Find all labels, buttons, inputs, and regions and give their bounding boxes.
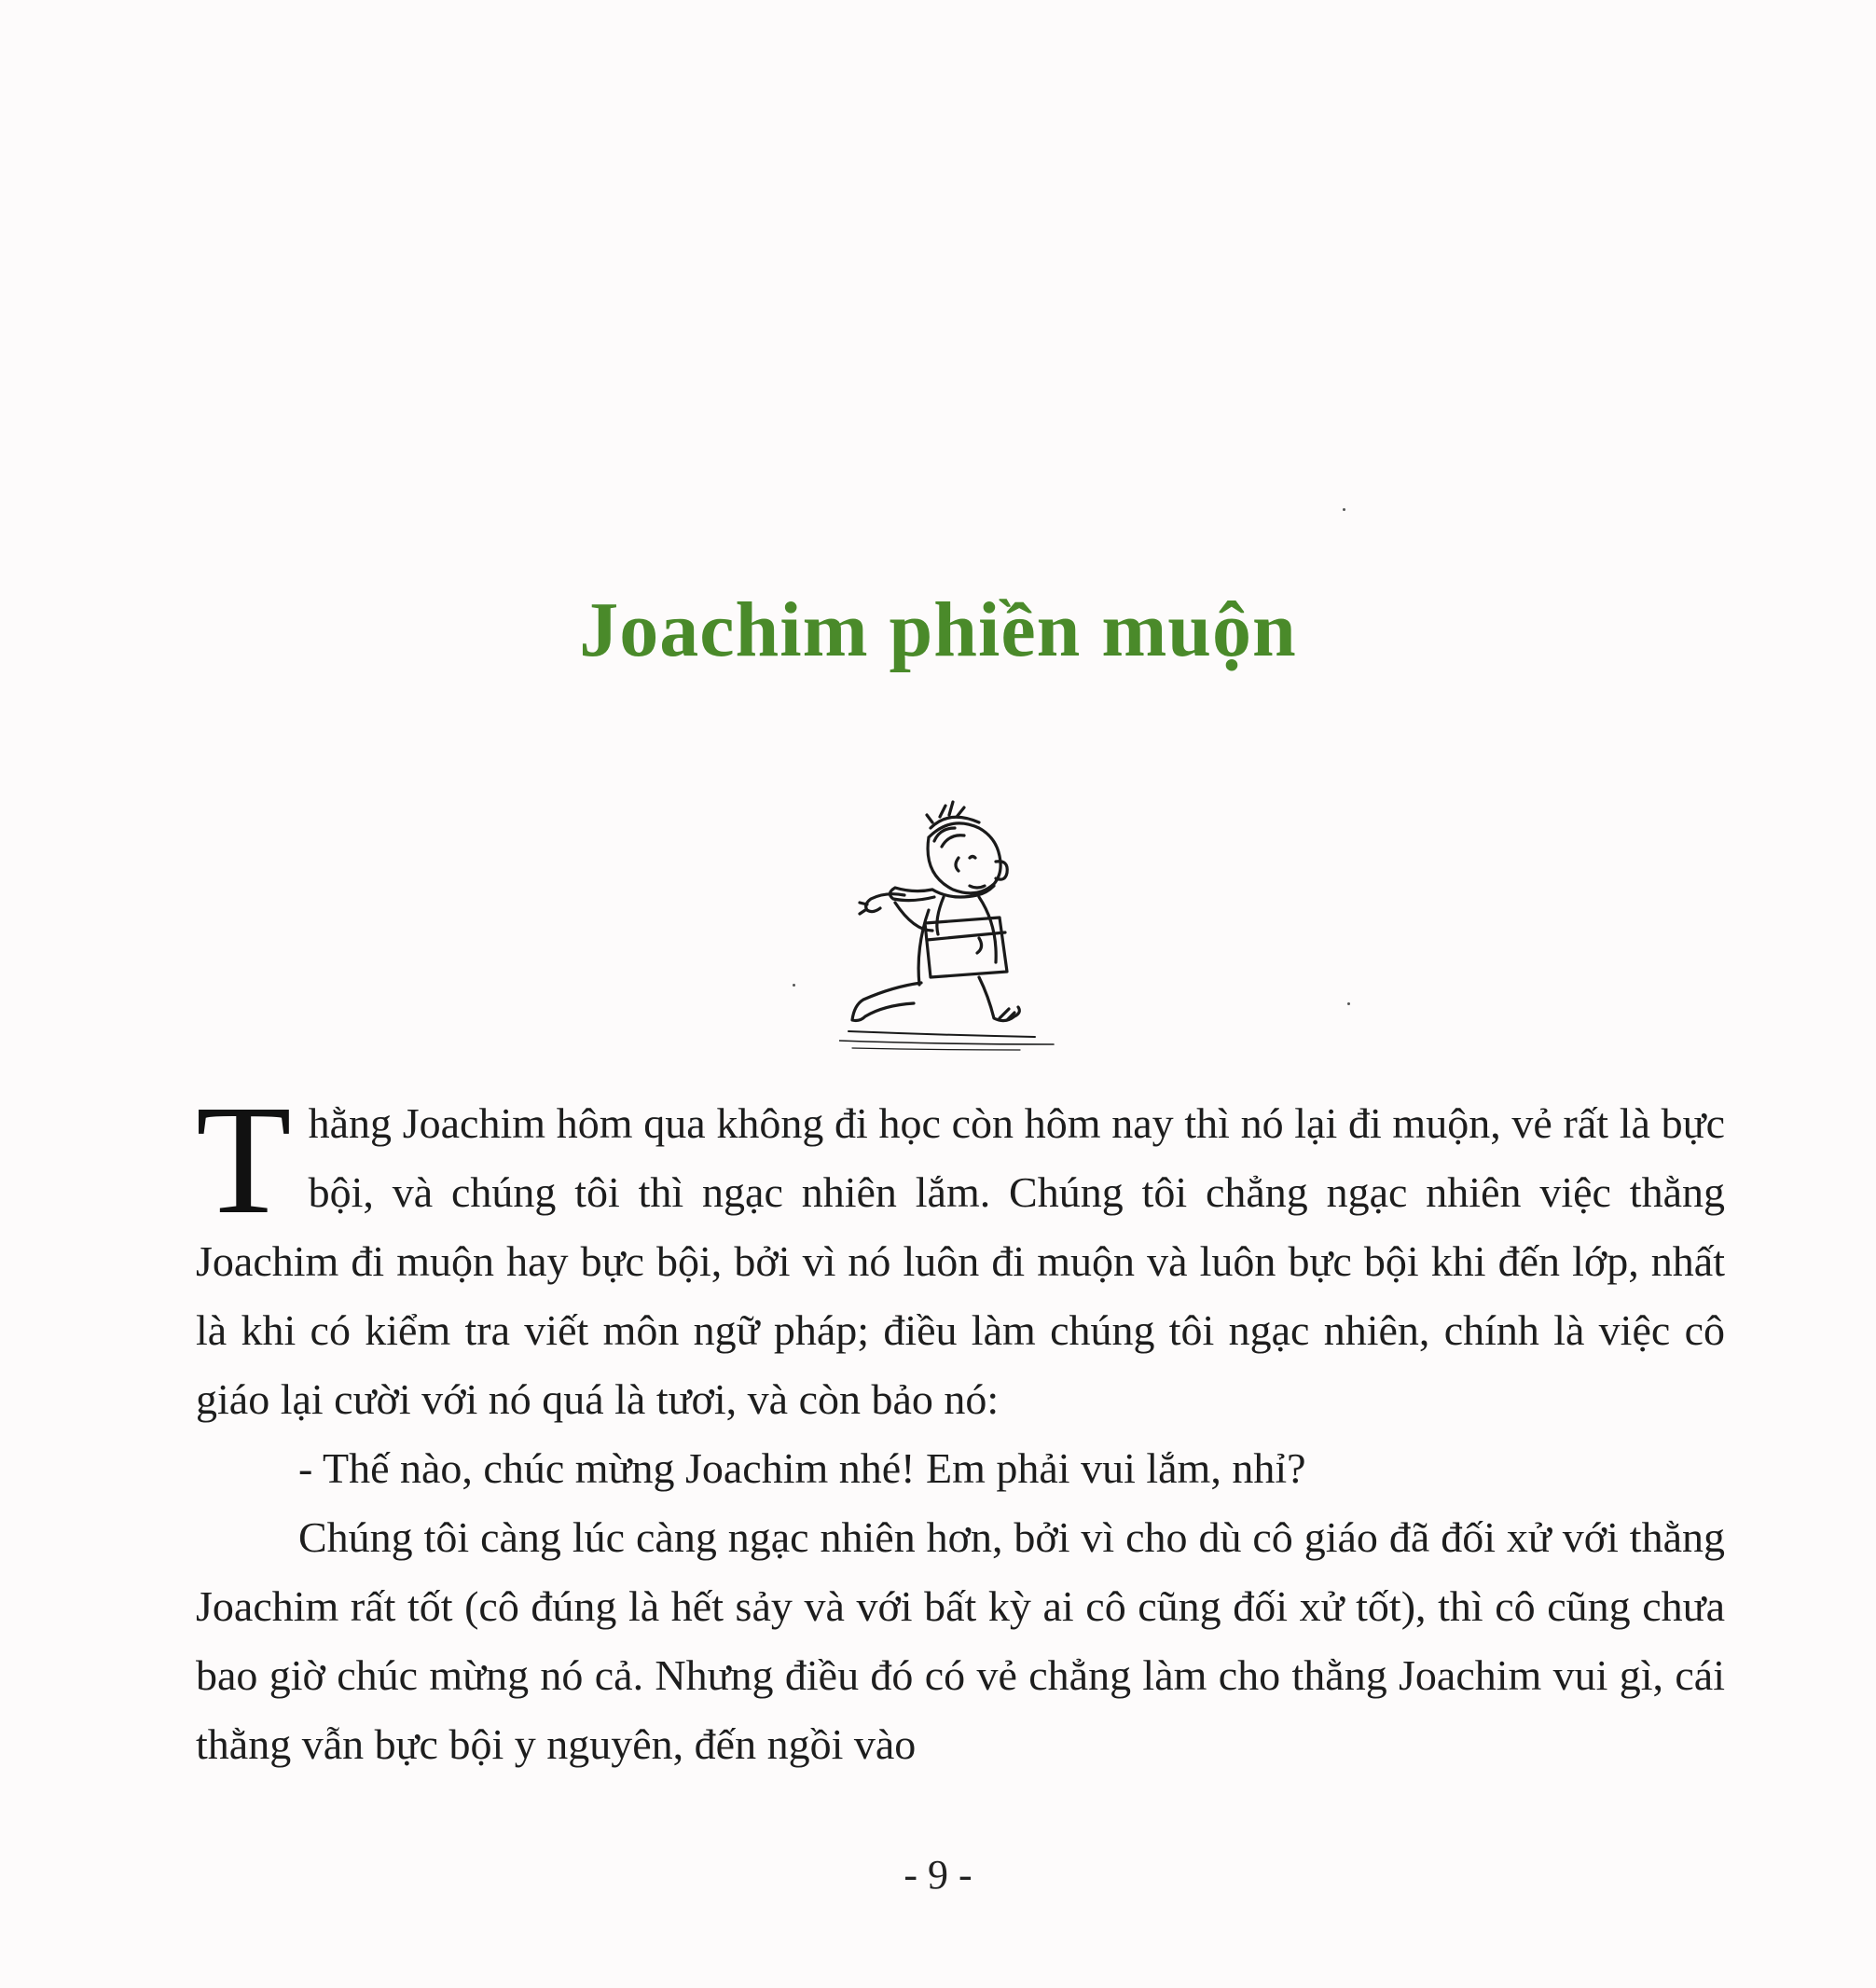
body-text <box>196 1073 1725 1779</box>
print-speck <box>1347 1002 1350 1005</box>
running-boy-illustration <box>839 800 1082 1052</box>
paragraph-3: Chúng tôi càng lúc càng ngạc nhiên hơn, bởi vì cho dù cô giáo đã đối xử với thằng Joachim rất tốt (cô đúng là hết sảy và với bất kỳ ai cô cũng đối xử tốt), thì cô cũng chưa bao giờ chúc mừng nó cả. Nhưng điều đó có vẻ chẳng làm cho thằng Joachim vui gì, cái thằng vẫn bực bội y nguyên, đến ngồi vào <box>196 1513 1725 1768</box>
print-speck <box>793 984 795 987</box>
print-speck <box>1343 508 1345 511</box>
chapter-title: Joachim phiền muộn <box>579 587 1297 673</box>
dialogue-line: - Thế nào, chúc mừng Joachim nhé! Em phải vui lắm, nhỉ? <box>298 1444 1306 1492</box>
paragraph-1: Thằng Joachim hôm qua không đi học còn hôm nay thì nó lại đi muộn, vẻ rất là bực bội, và chúng tôi thì ngạc nhiên lắm. Chúng tôi chẳng ngạc nhiên việc thằng Joachim đi muộn hay bực bội, bởi vì nó luôn đi muộn và luôn bực bội khi đến lớp, nhất là khi có kiểm tra viết môn ngữ pháp; điều làm chúng tôi ngạc nhiên, chính là việc cô giáo lại cười với nó quá là tươi, và còn bảo nó: <box>196 1073 1725 1423</box>
page-number: - 9 - <box>904 1852 972 1898</box>
